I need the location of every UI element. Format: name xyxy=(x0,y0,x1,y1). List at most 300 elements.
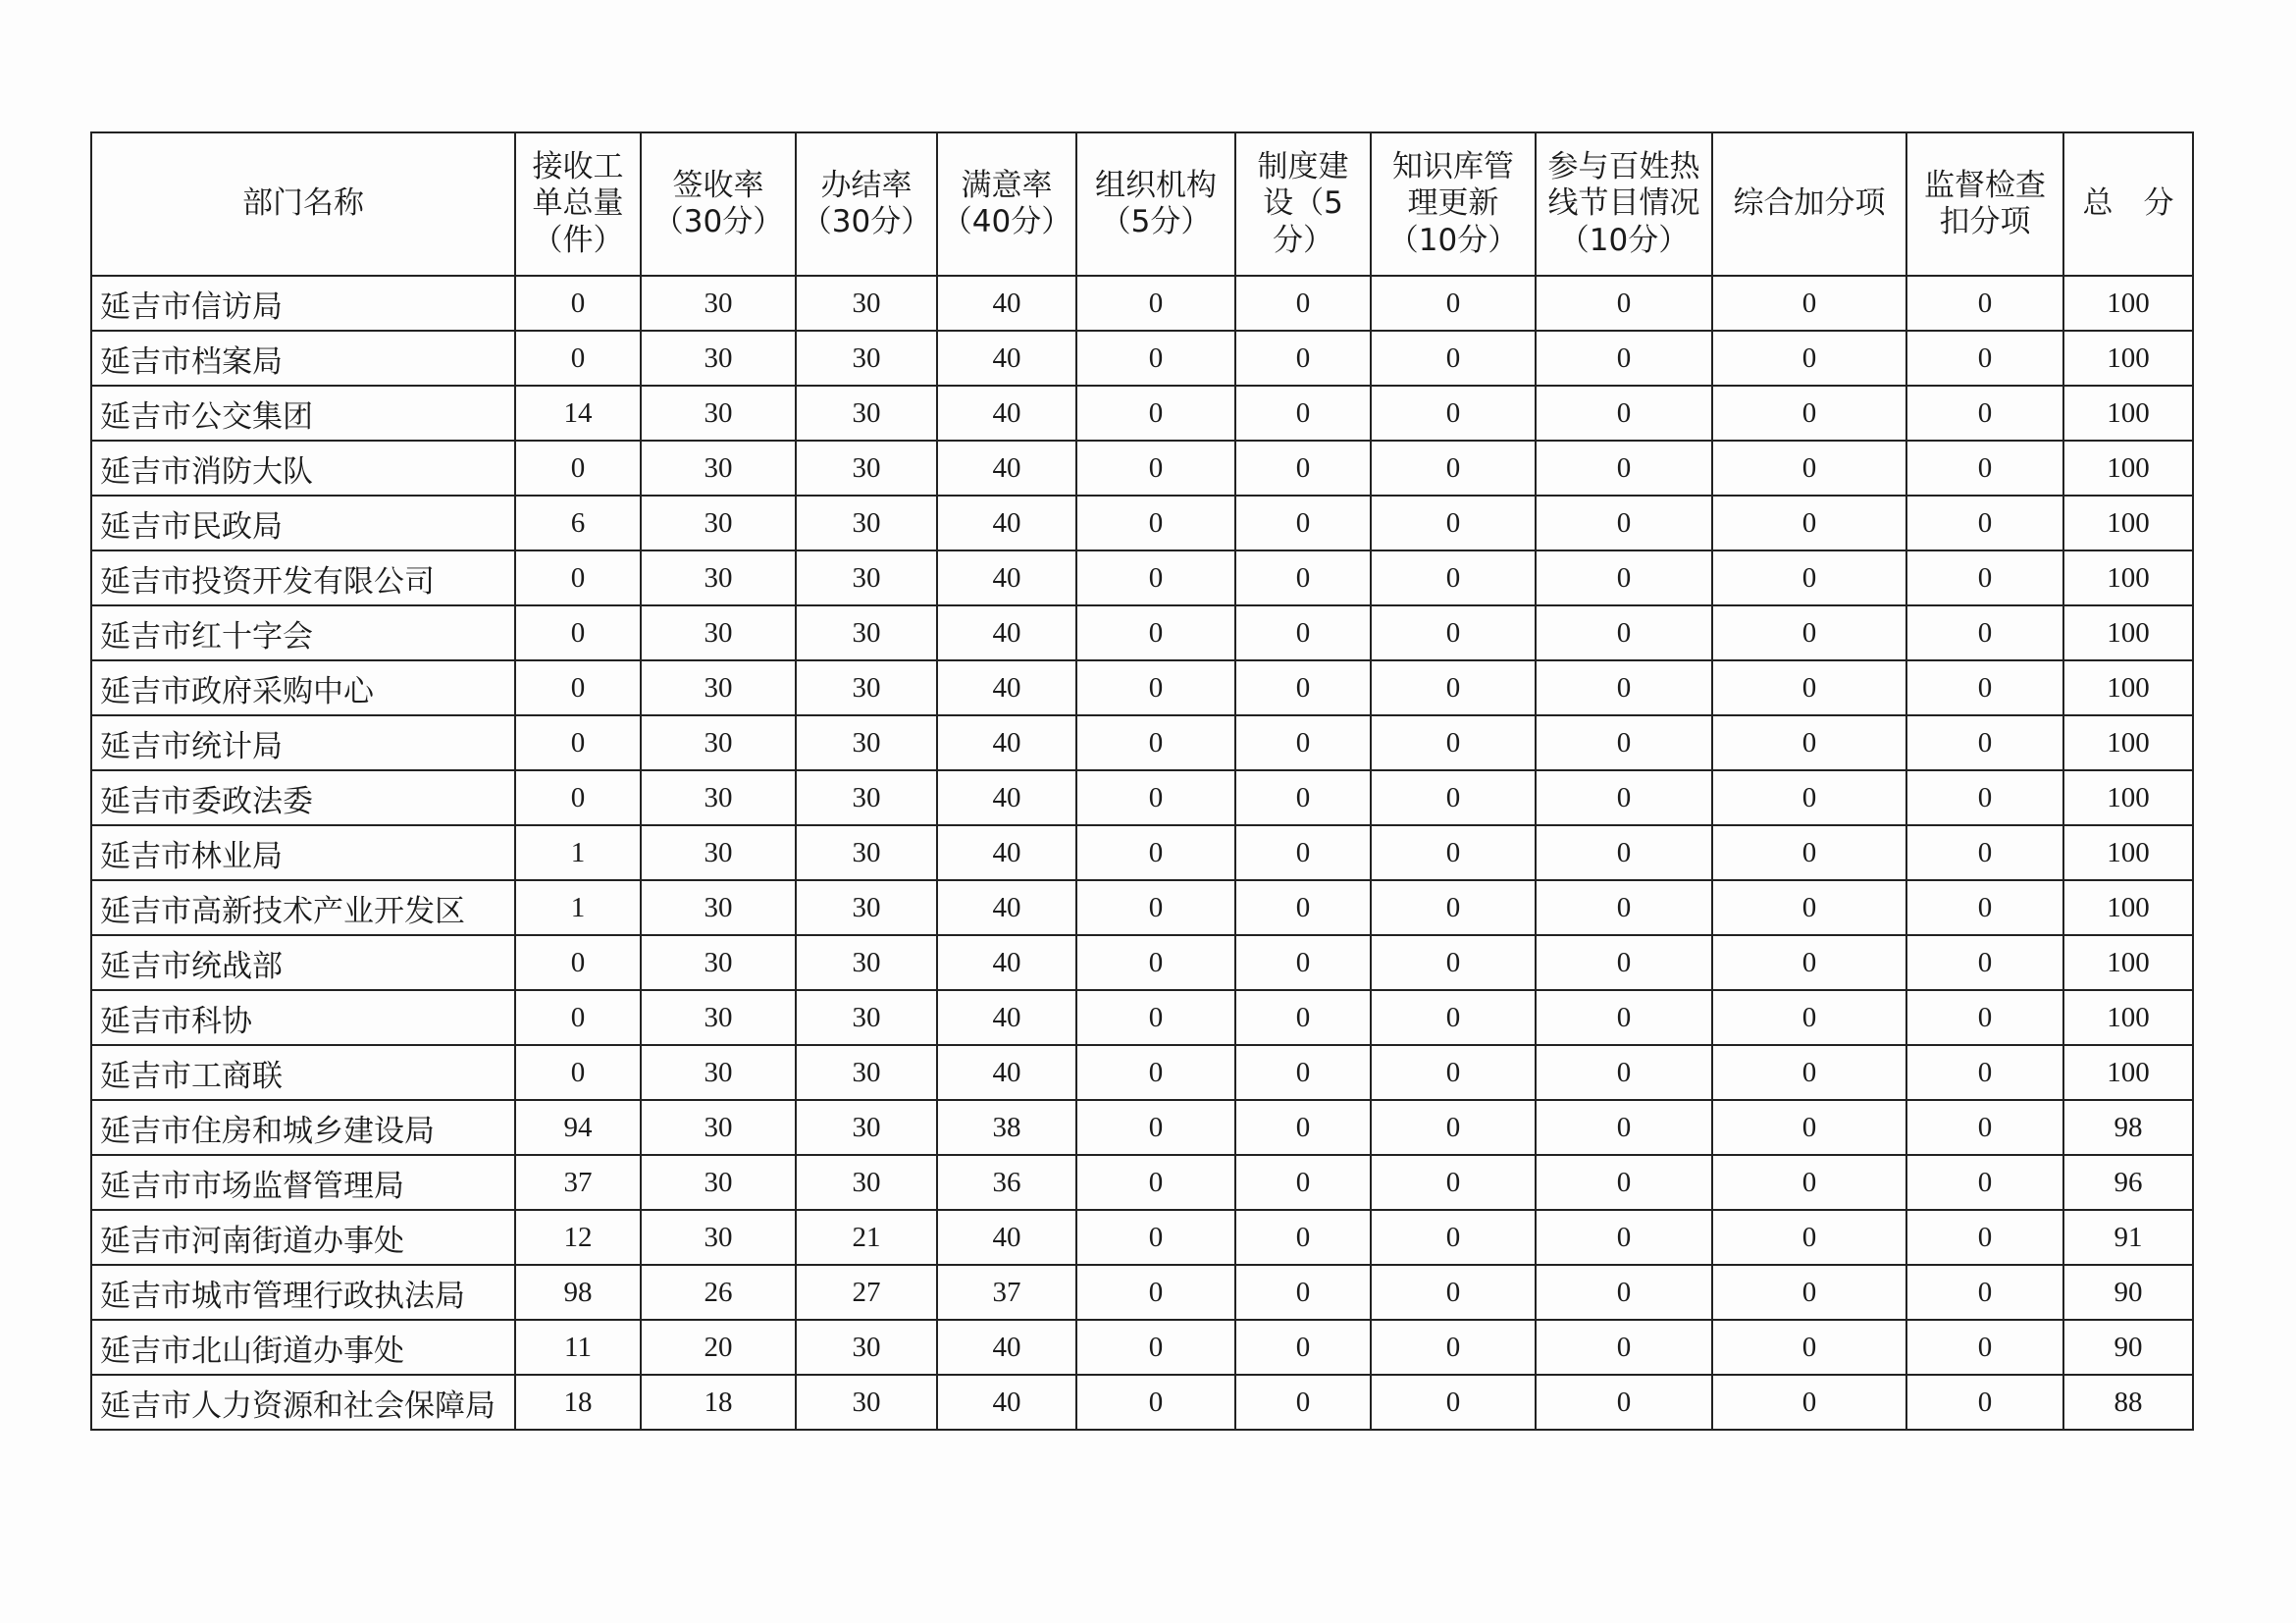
total-tickets-cell: 0 xyxy=(515,550,641,605)
table-row xyxy=(91,441,2193,496)
table-row xyxy=(91,1155,2193,1210)
sign-rate-cell: 30 xyxy=(641,770,796,825)
table-row xyxy=(91,715,2193,770)
bonus-points-cell: 0 xyxy=(1712,935,1906,990)
hotline-program-cell: 0 xyxy=(1536,331,1712,386)
sign-rate-cell: 26 xyxy=(641,1265,796,1320)
bonus-points-cell: 0 xyxy=(1712,496,1906,550)
bonus-points-cell: 0 xyxy=(1712,550,1906,605)
table-row xyxy=(91,276,2193,331)
satisfaction-rate-cell: 40 xyxy=(937,605,1076,660)
sign-rate-cell: 30 xyxy=(641,1100,796,1155)
department-name-cell: 延吉市信访局 xyxy=(91,276,515,331)
completion-rate-cell: 30 xyxy=(796,386,937,441)
total-score-cell: 100 xyxy=(2063,331,2193,386)
knowledge-base-cell: 0 xyxy=(1371,715,1536,770)
organization-cell: 0 xyxy=(1076,331,1235,386)
sign-rate-cell: 18 xyxy=(641,1375,796,1430)
department-score-table xyxy=(90,131,2194,1431)
system-building-cell: 0 xyxy=(1235,1210,1371,1265)
satisfaction-rate-cell: 40 xyxy=(937,770,1076,825)
total-score-cell: 100 xyxy=(2063,386,2193,441)
bonus-points-cell: 0 xyxy=(1712,605,1906,660)
sign-rate-cell: 30 xyxy=(641,1210,796,1265)
department-name-cell: 延吉市统计局 xyxy=(91,715,515,770)
satisfaction-rate-cell: 40 xyxy=(937,276,1076,331)
hotline-program-cell: 0 xyxy=(1536,825,1712,880)
total-score-cell: 98 xyxy=(2063,1100,2193,1155)
organization-cell: 0 xyxy=(1076,935,1235,990)
knowledge-base-cell: 0 xyxy=(1371,990,1536,1045)
bonus-points-cell: 0 xyxy=(1712,386,1906,441)
header-organization xyxy=(1076,132,1235,276)
deduction-cell: 0 xyxy=(1906,715,2063,770)
knowledge-base-cell: 0 xyxy=(1371,386,1536,441)
organization-cell: 0 xyxy=(1076,1045,1235,1100)
table-row xyxy=(91,825,2193,880)
column-header-label: 综合加分项 xyxy=(1733,185,1886,222)
satisfaction-rate-cell: 37 xyxy=(937,1265,1076,1320)
bonus-points-cell: 0 xyxy=(1712,715,1906,770)
bonus-points-cell: 0 xyxy=(1712,1210,1906,1265)
total-score-cell: 100 xyxy=(2063,496,2193,550)
bonus-points-cell: 0 xyxy=(1712,1320,1906,1375)
header-sign-rate xyxy=(641,132,796,276)
total-tickets-cell: 14 xyxy=(515,386,641,441)
table-row xyxy=(91,1375,2193,1430)
total-tickets-cell: 18 xyxy=(515,1375,641,1430)
total-score-cell: 100 xyxy=(2063,276,2193,331)
bonus-points-cell: 0 xyxy=(1712,1100,1906,1155)
deduction-cell: 0 xyxy=(1906,550,2063,605)
hotline-program-cell: 0 xyxy=(1536,660,1712,715)
total-tickets-cell: 0 xyxy=(515,935,641,990)
bonus-points-cell: 0 xyxy=(1712,1375,1906,1430)
column-header-label: 知识库管 理更新 （10分） xyxy=(1387,149,1519,258)
deduction-cell: 0 xyxy=(1906,880,2063,935)
system-building-cell: 0 xyxy=(1235,1320,1371,1375)
header-total-tickets xyxy=(515,132,641,276)
knowledge-base-cell: 0 xyxy=(1371,605,1536,660)
column-header-label: 参与百姓热 线节目情况 （10分） xyxy=(1547,149,1700,258)
system-building-cell: 0 xyxy=(1235,331,1371,386)
organization-cell: 0 xyxy=(1076,825,1235,880)
deduction-cell: 0 xyxy=(1906,1375,2063,1430)
table-row xyxy=(91,1265,2193,1320)
department-name-cell: 延吉市民政局 xyxy=(91,496,515,550)
sign-rate-cell: 30 xyxy=(641,825,796,880)
sign-rate-cell: 30 xyxy=(641,331,796,386)
total-score-cell: 100 xyxy=(2063,1045,2193,1100)
knowledge-base-cell: 0 xyxy=(1371,441,1536,496)
knowledge-base-cell: 0 xyxy=(1371,880,1536,935)
sign-rate-cell: 30 xyxy=(641,715,796,770)
bonus-points-cell: 0 xyxy=(1712,331,1906,386)
hotline-program-cell: 0 xyxy=(1536,441,1712,496)
department-name-cell: 延吉市人力资源和社会保障局 xyxy=(91,1375,515,1430)
knowledge-base-cell: 0 xyxy=(1371,1320,1536,1375)
organization-cell: 0 xyxy=(1076,1210,1235,1265)
total-score-cell: 100 xyxy=(2063,990,2193,1045)
hotline-program-cell: 0 xyxy=(1536,880,1712,935)
department-name-cell: 延吉市委政法委 xyxy=(91,770,515,825)
deduction-cell: 0 xyxy=(1906,825,2063,880)
total-score-cell: 100 xyxy=(2063,441,2193,496)
deduction-cell: 0 xyxy=(1906,1265,2063,1320)
organization-cell: 0 xyxy=(1076,770,1235,825)
department-name-cell: 延吉市档案局 xyxy=(91,331,515,386)
knowledge-base-cell: 0 xyxy=(1371,1045,1536,1100)
header-row xyxy=(91,132,2193,276)
organization-cell: 0 xyxy=(1076,990,1235,1045)
header-hotline-program xyxy=(1536,132,1712,276)
header-system-building xyxy=(1235,132,1371,276)
satisfaction-rate-cell: 40 xyxy=(937,496,1076,550)
sign-rate-cell: 30 xyxy=(641,550,796,605)
department-name-cell: 延吉市红十字会 xyxy=(91,605,515,660)
deduction-cell: 0 xyxy=(1906,770,2063,825)
completion-rate-cell: 30 xyxy=(796,1375,937,1430)
department-name-cell: 延吉市公交集团 xyxy=(91,386,515,441)
table-row xyxy=(91,1045,2193,1100)
satisfaction-rate-cell: 40 xyxy=(937,715,1076,770)
completion-rate-cell: 30 xyxy=(796,1155,937,1210)
system-building-cell: 0 xyxy=(1235,496,1371,550)
satisfaction-rate-cell: 40 xyxy=(937,990,1076,1045)
completion-rate-cell: 30 xyxy=(796,331,937,386)
bonus-points-cell: 0 xyxy=(1712,990,1906,1045)
organization-cell: 0 xyxy=(1076,605,1235,660)
completion-rate-cell: 30 xyxy=(796,276,937,331)
sign-rate-cell: 20 xyxy=(641,1320,796,1375)
completion-rate-cell: 30 xyxy=(796,1045,937,1100)
department-name-cell: 延吉市消防大队 xyxy=(91,441,515,496)
total-tickets-cell: 0 xyxy=(515,331,641,386)
organization-cell: 0 xyxy=(1076,550,1235,605)
table-row xyxy=(91,935,2193,990)
table-body xyxy=(91,276,2193,1430)
total-tickets-cell: 1 xyxy=(515,825,641,880)
satisfaction-rate-cell: 40 xyxy=(937,1320,1076,1375)
deduction-cell: 0 xyxy=(1906,386,2063,441)
total-tickets-cell: 0 xyxy=(515,441,641,496)
system-building-cell: 0 xyxy=(1235,825,1371,880)
satisfaction-rate-cell: 40 xyxy=(937,1210,1076,1265)
knowledge-base-cell: 0 xyxy=(1371,1155,1536,1210)
hotline-program-cell: 0 xyxy=(1536,1265,1712,1320)
sign-rate-cell: 30 xyxy=(641,935,796,990)
system-building-cell: 0 xyxy=(1235,386,1371,441)
bonus-points-cell: 0 xyxy=(1712,1155,1906,1210)
completion-rate-cell: 30 xyxy=(796,1100,937,1155)
system-building-cell: 0 xyxy=(1235,605,1371,660)
deduction-cell: 0 xyxy=(1906,276,2063,331)
table-row xyxy=(91,386,2193,441)
satisfaction-rate-cell: 40 xyxy=(937,1375,1076,1430)
organization-cell: 0 xyxy=(1076,1320,1235,1375)
knowledge-base-cell: 0 xyxy=(1371,1375,1536,1430)
total-score-cell: 100 xyxy=(2063,825,2193,880)
header-deduction xyxy=(1906,132,2063,276)
knowledge-base-cell: 0 xyxy=(1371,1210,1536,1265)
table-row xyxy=(91,1100,2193,1155)
department-name-cell: 延吉市统战部 xyxy=(91,935,515,990)
deduction-cell: 0 xyxy=(1906,496,2063,550)
header-knowledge-base xyxy=(1371,132,1536,276)
header-total-score xyxy=(2063,132,2193,276)
organization-cell: 0 xyxy=(1076,1375,1235,1430)
knowledge-base-cell: 0 xyxy=(1371,1100,1536,1155)
department-name-cell: 延吉市高新技术产业开发区 xyxy=(91,880,515,935)
total-tickets-cell: 11 xyxy=(515,1320,641,1375)
department-name-cell: 延吉市投资开发有限公司 xyxy=(91,550,515,605)
bonus-points-cell: 0 xyxy=(1712,1265,1906,1320)
completion-rate-cell: 30 xyxy=(796,935,937,990)
system-building-cell: 0 xyxy=(1235,441,1371,496)
sign-rate-cell: 30 xyxy=(641,441,796,496)
deduction-cell: 0 xyxy=(1906,660,2063,715)
hotline-program-cell: 0 xyxy=(1536,770,1712,825)
system-building-cell: 0 xyxy=(1235,1155,1371,1210)
knowledge-base-cell: 0 xyxy=(1371,935,1536,990)
department-name-cell: 延吉市政府采购中心 xyxy=(91,660,515,715)
system-building-cell: 0 xyxy=(1235,1045,1371,1100)
knowledge-base-cell: 0 xyxy=(1371,331,1536,386)
table-row xyxy=(91,990,2193,1045)
bonus-points-cell: 0 xyxy=(1712,880,1906,935)
hotline-program-cell: 0 xyxy=(1536,386,1712,441)
bonus-points-cell: 0 xyxy=(1712,276,1906,331)
organization-cell: 0 xyxy=(1076,1265,1235,1320)
hotline-program-cell: 0 xyxy=(1536,276,1712,331)
total-tickets-cell: 6 xyxy=(515,496,641,550)
table-row xyxy=(91,1210,2193,1265)
hotline-program-cell: 0 xyxy=(1536,715,1712,770)
deduction-cell: 0 xyxy=(1906,1320,2063,1375)
deduction-cell: 0 xyxy=(1906,1210,2063,1265)
satisfaction-rate-cell: 40 xyxy=(937,935,1076,990)
table-row xyxy=(91,880,2193,935)
hotline-program-cell: 0 xyxy=(1536,1155,1712,1210)
header-department-name xyxy=(91,132,515,276)
system-building-cell: 0 xyxy=(1235,1100,1371,1155)
deduction-cell: 0 xyxy=(1906,331,2063,386)
satisfaction-rate-cell: 40 xyxy=(937,1045,1076,1100)
department-name-cell: 延吉市科协 xyxy=(91,990,515,1045)
total-tickets-cell: 0 xyxy=(515,715,641,770)
total-tickets-cell: 94 xyxy=(515,1100,641,1155)
sign-rate-cell: 30 xyxy=(641,660,796,715)
hotline-program-cell: 0 xyxy=(1536,1100,1712,1155)
hotline-program-cell: 0 xyxy=(1536,496,1712,550)
system-building-cell: 0 xyxy=(1235,660,1371,715)
column-header-label: 制度建 设（5 分） xyxy=(1257,149,1349,258)
sign-rate-cell: 30 xyxy=(641,1045,796,1100)
total-tickets-cell: 0 xyxy=(515,990,641,1045)
total-tickets-cell: 0 xyxy=(515,605,641,660)
deduction-cell: 0 xyxy=(1906,935,2063,990)
completion-rate-cell: 27 xyxy=(796,1265,937,1320)
header-satisfaction-rate xyxy=(937,132,1076,276)
completion-rate-cell: 30 xyxy=(796,550,937,605)
table-row xyxy=(91,331,2193,386)
system-building-cell: 0 xyxy=(1235,1375,1371,1430)
organization-cell: 0 xyxy=(1076,386,1235,441)
column-header-label: 签收率 （30分） xyxy=(652,167,784,239)
completion-rate-cell: 30 xyxy=(796,496,937,550)
total-score-cell: 90 xyxy=(2063,1320,2193,1375)
column-header-label: 部门名称 xyxy=(242,185,364,222)
total-score-cell: 100 xyxy=(2063,770,2193,825)
organization-cell: 0 xyxy=(1076,496,1235,550)
department-name-cell: 延吉市河南街道办事处 xyxy=(91,1210,515,1265)
system-building-cell: 0 xyxy=(1235,276,1371,331)
table-row xyxy=(91,605,2193,660)
total-tickets-cell: 37 xyxy=(515,1155,641,1210)
hotline-program-cell: 0 xyxy=(1536,1210,1712,1265)
total-score-cell: 100 xyxy=(2063,880,2193,935)
satisfaction-rate-cell: 40 xyxy=(937,441,1076,496)
total-tickets-cell: 0 xyxy=(515,276,641,331)
organization-cell: 0 xyxy=(1076,660,1235,715)
organization-cell: 0 xyxy=(1076,276,1235,331)
knowledge-base-cell: 0 xyxy=(1371,276,1536,331)
bonus-points-cell: 0 xyxy=(1712,660,1906,715)
deduction-cell: 0 xyxy=(1906,605,2063,660)
sign-rate-cell: 30 xyxy=(641,276,796,331)
completion-rate-cell: 30 xyxy=(796,660,937,715)
satisfaction-rate-cell: 40 xyxy=(937,331,1076,386)
knowledge-base-cell: 0 xyxy=(1371,1265,1536,1320)
hotline-program-cell: 0 xyxy=(1536,990,1712,1045)
department-name-cell: 延吉市市场监督管理局 xyxy=(91,1155,515,1210)
completion-rate-cell: 30 xyxy=(796,715,937,770)
total-tickets-cell: 12 xyxy=(515,1210,641,1265)
knowledge-base-cell: 0 xyxy=(1371,496,1536,550)
sign-rate-cell: 30 xyxy=(641,1155,796,1210)
completion-rate-cell: 30 xyxy=(796,990,937,1045)
satisfaction-rate-cell: 36 xyxy=(937,1155,1076,1210)
system-building-cell: 0 xyxy=(1235,880,1371,935)
hotline-program-cell: 0 xyxy=(1536,1375,1712,1430)
system-building-cell: 0 xyxy=(1235,715,1371,770)
sign-rate-cell: 30 xyxy=(641,605,796,660)
hotline-program-cell: 0 xyxy=(1536,550,1712,605)
hotline-program-cell: 0 xyxy=(1536,935,1712,990)
knowledge-base-cell: 0 xyxy=(1371,660,1536,715)
deduction-cell: 0 xyxy=(1906,1045,2063,1100)
total-score-cell: 90 xyxy=(2063,1265,2193,1320)
hotline-program-cell: 0 xyxy=(1536,605,1712,660)
satisfaction-rate-cell: 40 xyxy=(937,550,1076,605)
bonus-points-cell: 0 xyxy=(1712,441,1906,496)
total-score-cell: 100 xyxy=(2063,605,2193,660)
hotline-program-cell: 0 xyxy=(1536,1320,1712,1375)
department-name-cell: 延吉市工商联 xyxy=(91,1045,515,1100)
organization-cell: 0 xyxy=(1076,880,1235,935)
total-score-cell: 100 xyxy=(2063,715,2193,770)
department-name-cell: 延吉市北山街道办事处 xyxy=(91,1320,515,1375)
column-header-label: 组织机构 （5分） xyxy=(1095,167,1217,239)
column-header-label: 监督检查 扣分项 xyxy=(1924,167,2046,239)
total-score-cell: 100 xyxy=(2063,660,2193,715)
department-name-cell: 延吉市林业局 xyxy=(91,825,515,880)
sign-rate-cell: 30 xyxy=(641,386,796,441)
completion-rate-cell: 21 xyxy=(796,1210,937,1265)
deduction-cell: 0 xyxy=(1906,990,2063,1045)
total-score-cell: 88 xyxy=(2063,1375,2193,1430)
system-building-cell: 0 xyxy=(1235,990,1371,1045)
satisfaction-rate-cell: 40 xyxy=(937,386,1076,441)
organization-cell: 0 xyxy=(1076,1100,1235,1155)
deduction-cell: 0 xyxy=(1906,441,2063,496)
total-tickets-cell: 0 xyxy=(515,660,641,715)
completion-rate-cell: 30 xyxy=(796,880,937,935)
total-score-cell: 100 xyxy=(2063,550,2193,605)
system-building-cell: 0 xyxy=(1235,770,1371,825)
department-name-cell: 延吉市城市管理行政执法局 xyxy=(91,1265,515,1320)
department-name-cell: 延吉市住房和城乡建设局 xyxy=(91,1100,515,1155)
organization-cell: 0 xyxy=(1076,1155,1235,1210)
sign-rate-cell: 30 xyxy=(641,990,796,1045)
satisfaction-rate-cell: 40 xyxy=(937,880,1076,935)
deduction-cell: 0 xyxy=(1906,1100,2063,1155)
table-row xyxy=(91,770,2193,825)
knowledge-base-cell: 0 xyxy=(1371,550,1536,605)
table-row xyxy=(91,496,2193,550)
knowledge-base-cell: 0 xyxy=(1371,825,1536,880)
total-tickets-cell: 1 xyxy=(515,880,641,935)
bonus-points-cell: 0 xyxy=(1712,770,1906,825)
table-row xyxy=(91,550,2193,605)
sign-rate-cell: 30 xyxy=(641,880,796,935)
completion-rate-cell: 30 xyxy=(796,1320,937,1375)
column-header-label: 接收工 单总量 （件） xyxy=(532,149,624,258)
header-completion-rate xyxy=(796,132,937,276)
knowledge-base-cell: 0 xyxy=(1371,770,1536,825)
completion-rate-cell: 30 xyxy=(796,605,937,660)
completion-rate-cell: 30 xyxy=(796,770,937,825)
system-building-cell: 0 xyxy=(1235,550,1371,605)
hotline-program-cell: 0 xyxy=(1536,1045,1712,1100)
total-tickets-cell: 0 xyxy=(515,770,641,825)
bonus-points-cell: 0 xyxy=(1712,825,1906,880)
system-building-cell: 0 xyxy=(1235,1265,1371,1320)
organization-cell: 0 xyxy=(1076,441,1235,496)
column-header-label: 满意率 （40分） xyxy=(941,167,1072,239)
table-row xyxy=(91,1320,2193,1375)
deduction-cell: 0 xyxy=(1906,1155,2063,1210)
table-row xyxy=(91,660,2193,715)
sign-rate-cell: 30 xyxy=(641,496,796,550)
header-bonus-points xyxy=(1712,132,1906,276)
satisfaction-rate-cell: 40 xyxy=(937,660,1076,715)
system-building-cell: 0 xyxy=(1235,935,1371,990)
bonus-points-cell: 0 xyxy=(1712,1045,1906,1100)
satisfaction-rate-cell: 40 xyxy=(937,825,1076,880)
completion-rate-cell: 30 xyxy=(796,825,937,880)
total-score-cell: 96 xyxy=(2063,1155,2193,1210)
total-score-cell: 100 xyxy=(2063,935,2193,990)
total-tickets-cell: 98 xyxy=(515,1265,641,1320)
total-score-cell: 91 xyxy=(2063,1210,2193,1265)
organization-cell: 0 xyxy=(1076,715,1235,770)
completion-rate-cell: 30 xyxy=(796,441,937,496)
satisfaction-rate-cell: 38 xyxy=(937,1100,1076,1155)
table-header xyxy=(91,132,2193,276)
column-header-label: 办结率 （30分） xyxy=(801,167,932,239)
column-header-label: 总 分 xyxy=(2082,185,2174,222)
